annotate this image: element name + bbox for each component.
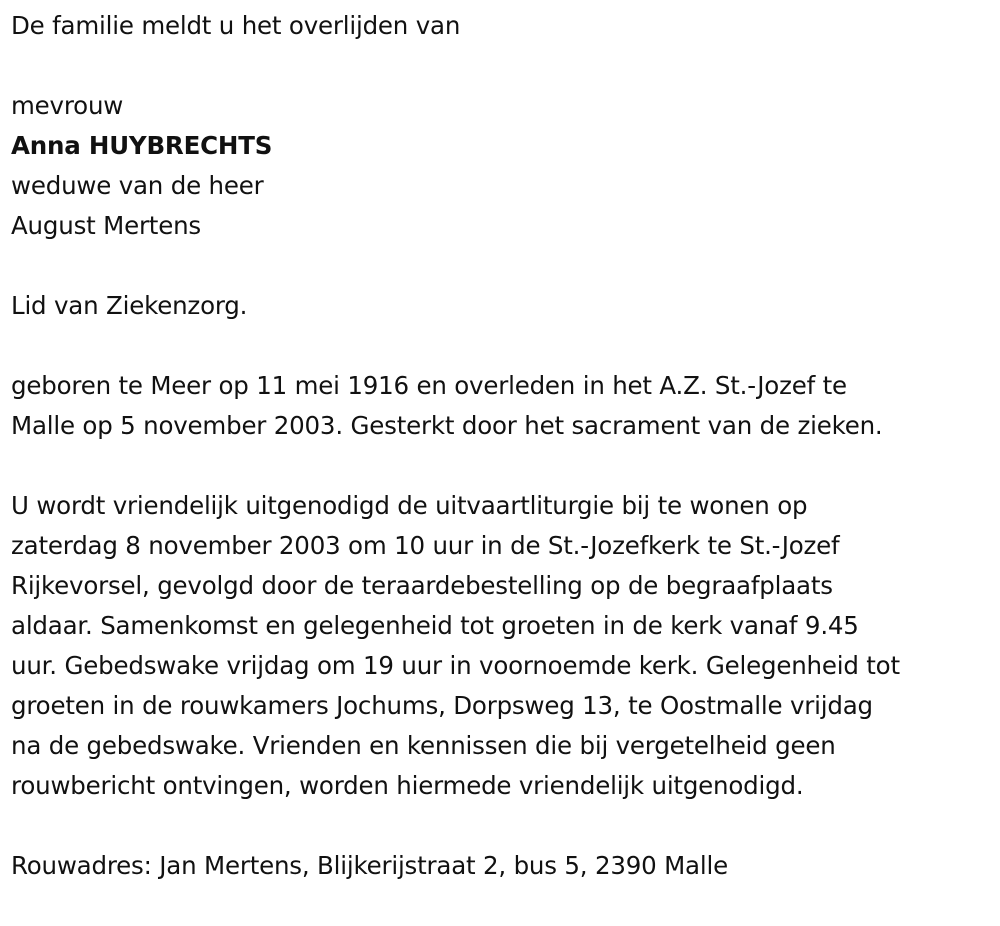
mourning-address: Rouwadres: Jan Mertens, Blijkerijstraat 2, bus 5, 2390 Malle [11,851,728,880]
paragraph-line: aldaar. Samenkomst en gelegenheid tot groeten in de kerk vanaf 9.45 [11,611,859,640]
paragraph-line: na de gebedswake. Vrienden en kennissen die bij vergetelheid geen [11,731,836,760]
funeral-paragraph [11,486,996,806]
spacer [11,806,996,846]
birth-death-paragraph [11,366,996,446]
spacer [11,46,996,86]
paragraph-line: zaterdag 8 november 2003 om 10 uur in de St.-Jozefkerk te St.-Jozef [11,531,840,560]
paragraph-line: Rijkevorsel, gevolgd door de teraardebestelling op de begraafplaats [11,571,833,600]
paragraph-line: groeten in de rouwkamers Jochums, Dorpsweg 13, te Oostmalle vrijdag [11,691,873,720]
spouse-name: August Mertens [11,211,201,240]
spacer [11,446,996,486]
death-notice [11,6,996,886]
title-prefix: mevrouw [11,91,124,120]
paragraph-line: U wordt vriendelijk uitgenodigd de uitvaartliturgie bij te wonen op [11,491,808,520]
deceased-name: Anna HUYBRECHTS [11,131,273,160]
intro-text: De familie meldt u het overlijden van [11,11,461,40]
paragraph-line: rouwbericht ontvingen, worden hiermede vriendelijk uitgenodigd. [11,771,804,800]
widow-of-text: weduwe van de heer [11,171,264,200]
paragraph-line: uur. Gebedswake vrijdag om 19 uur in voornoemde kerk. Gelegenheid tot [11,651,900,680]
membership-text: Lid van Ziekenzorg. [11,291,248,320]
spacer [11,246,996,286]
spacer [11,326,996,366]
paragraph-line: Malle op 5 november 2003. Gesterkt door het sacrament van de zieken. [11,411,883,440]
paragraph-line: geboren te Meer op 11 mei 1916 en overleden in het A.Z. St.-Jozef te [11,371,847,400]
